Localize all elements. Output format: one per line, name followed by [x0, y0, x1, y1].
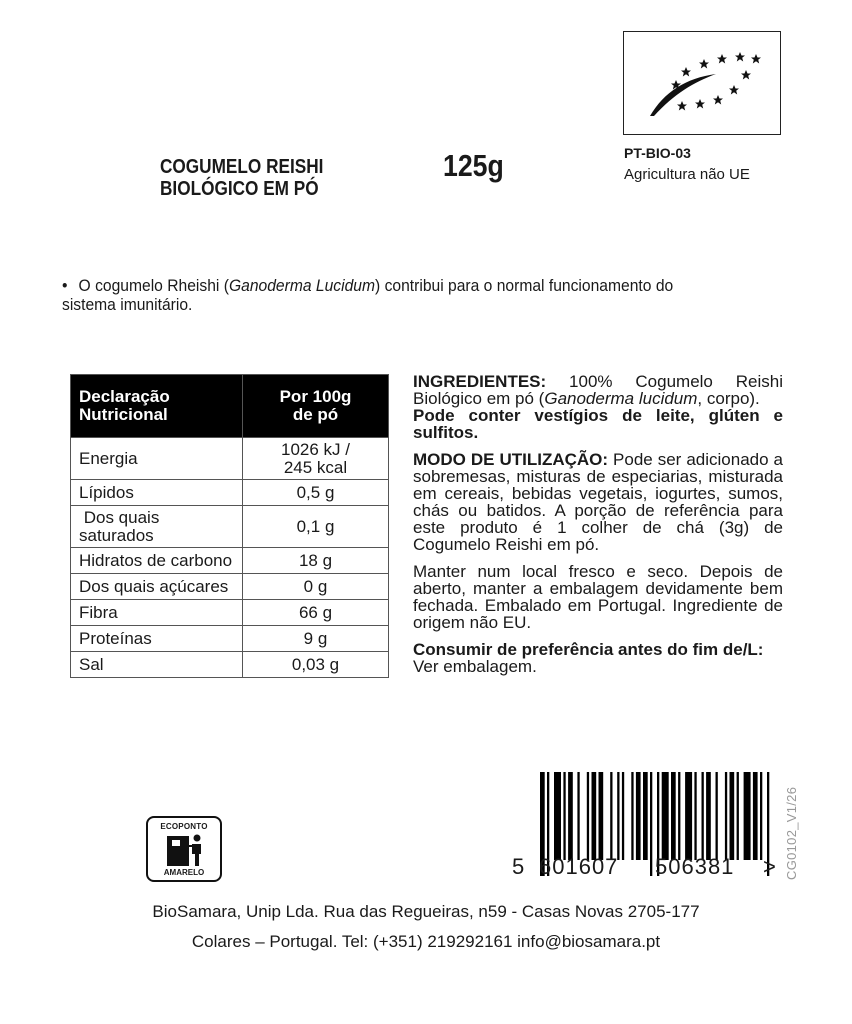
- claim-latin-name: Ganoderma Lucidum: [228, 276, 376, 295]
- barcode-bar: [706, 772, 711, 860]
- claim-text-line2: sistema imunitário.: [62, 295, 193, 314]
- barcode-bar: [617, 772, 619, 860]
- nutrient-value: 1026 kJ / 245 kcal: [243, 438, 389, 480]
- nutrient-label: Hidratos de carbono: [71, 548, 243, 574]
- barcode-bar: [554, 772, 561, 860]
- nutrient-label: Proteínas: [71, 626, 243, 652]
- table-row: [71, 652, 389, 678]
- ingredients-heading: INGREDIENTES:: [413, 372, 547, 391]
- nutrition-header: [71, 375, 389, 438]
- barcode-bar: [592, 772, 597, 860]
- nutrient-value: 18 g: [243, 548, 389, 574]
- barcode-group1: 601607: [539, 854, 619, 879]
- best-before-heading: Consumir de preferência antes do fim de/L:: [413, 640, 764, 659]
- nutrient-label: Energia: [71, 438, 243, 480]
- nutrient-value: 0 g: [243, 574, 389, 600]
- nutrient-label: Dos quais saturados: [71, 506, 243, 548]
- barcode-bar: [577, 772, 579, 860]
- nutrient-label: Lípidos: [71, 480, 243, 506]
- barcode-bar: [671, 772, 676, 860]
- nutrition-header-label: Declaração Nutricional: [71, 375, 243, 438]
- nutrient-value: 9 g: [243, 626, 389, 652]
- barcode-bar: [725, 772, 727, 860]
- nutrient-value: 66 g: [243, 600, 389, 626]
- table-row: [71, 626, 389, 652]
- nutrient-label: Dos quais açúcares: [71, 574, 243, 600]
- table-row: [71, 548, 389, 574]
- nutrient-value: 0,1 g: [243, 506, 389, 548]
- health-claim: [62, 276, 706, 314]
- claim-text-pre: O cogumelo Rheishi (: [78, 276, 229, 295]
- bullet: •: [62, 276, 68, 295]
- barcode-bar: [643, 772, 648, 860]
- barcode-bar: [730, 772, 735, 860]
- eu-organic-leaf-icon: [624, 32, 779, 133]
- table-row: [71, 506, 389, 548]
- table-row: [71, 480, 389, 506]
- barcode-bar: [568, 772, 573, 860]
- product-name: [160, 156, 323, 200]
- ecoponto-label: ECOPONTO: [160, 822, 208, 831]
- storage-text: Manter num local fresco e seco. Depois de aberto, manter a embalagem devidamente bem fechada. Embalado em Portugal. Ingrediente de origem não EU.: [413, 562, 783, 632]
- usage: [413, 451, 783, 553]
- barcode-bar: [744, 772, 751, 860]
- barcode-bar: [599, 772, 604, 860]
- eu-organic-logo: [623, 31, 781, 135]
- nutrition-table: [70, 374, 389, 678]
- net-weight: 125g: [443, 148, 504, 183]
- organic-cert-code: PT-BIO-03: [624, 145, 691, 161]
- barcode-bar: [631, 772, 633, 860]
- nutrient-value: 0,5 g: [243, 480, 389, 506]
- barcode-bar: [662, 772, 669, 860]
- best-before: [413, 641, 783, 675]
- ingredients: INGREDIENTES: 100% Cogumelo Reishi Biológico em pó (Ganoderma lucidum, corpo). Pode conter vestígios de leite, glúten e sulfitos.: [413, 372, 783, 442]
- product-info: [413, 373, 783, 685]
- barcode-bar: [753, 772, 758, 860]
- version-code: CG0102_V1/26: [784, 786, 799, 880]
- nutrient-label: Sal: [71, 652, 243, 678]
- barcode-bar: [678, 772, 680, 860]
- product-name-line2: BIOLÓGICO EM PÓ: [160, 178, 319, 200]
- nutrient-label: Fibra: [71, 600, 243, 626]
- allergen-warning: Pode conter vestígios de leite, glúten e sulfitos.: [413, 406, 783, 442]
- table-row: [71, 574, 389, 600]
- barcode-first-digit: 5: [512, 854, 526, 879]
- barcode-bar: [737, 772, 739, 860]
- barcode-bar: [716, 772, 718, 860]
- organic-origin: Agricultura não UE: [624, 166, 750, 183]
- company-address: BioSamara, Unip Lda. Rua das Regueiras, n59 - Casas Novas 2705-177: [152, 902, 700, 921]
- barcode-bar: [685, 772, 692, 860]
- barcode-bar: [694, 772, 696, 860]
- barcode-end-mark: >: [763, 854, 777, 879]
- company-contact: Colares – Portugal. Tel: (+351) 219292161 info@biosamara.pt: [191, 932, 661, 951]
- barcode-bar: [563, 772, 565, 860]
- nutrient-value: 0,03 g: [243, 652, 389, 678]
- usage-text: Pode ser adicionado a sobremesas, misturas de especiarias, misturada em cereais, bebidas vegetais, iogurtes, sumos, chás ou batidos. A porção de referência para este produto é 1 colher de chá (3g) de Cogumelo Reishi em pó.: [413, 450, 783, 554]
- barcode-bar: [636, 772, 641, 860]
- table-row: [71, 438, 389, 480]
- ecoponto-color-label: AMARELO: [163, 868, 205, 877]
- nutrition-header-per100g: Por 100g de pó: [243, 375, 389, 438]
- barcode-bar: [702, 772, 704, 860]
- barcode-bar: [610, 772, 612, 860]
- barcode-bar: [587, 772, 589, 860]
- ecoponto-badge: [146, 816, 222, 882]
- barcode-number: [512, 854, 777, 880]
- barcode-bar: [622, 772, 624, 860]
- usage-heading: MODO DE UTILIZAÇÃO:: [413, 450, 609, 469]
- ingredients-latin-name: Ganoderma lucidum: [544, 389, 698, 408]
- best-before-text: Ver embalagem.: [413, 657, 537, 676]
- recycling-bin-icon: [167, 832, 205, 868]
- claim-text-post: ) contribui para o normal funcionamento do: [375, 276, 674, 295]
- barcode-group2: 506381: [655, 854, 735, 879]
- product-name-line1: COGUMELO REISHI: [160, 156, 324, 178]
- barcode-bar: [760, 772, 762, 860]
- ingredients-text: 100% Cogumelo Reishi Biológico em pó (: [413, 372, 783, 408]
- table-row: [71, 600, 389, 626]
